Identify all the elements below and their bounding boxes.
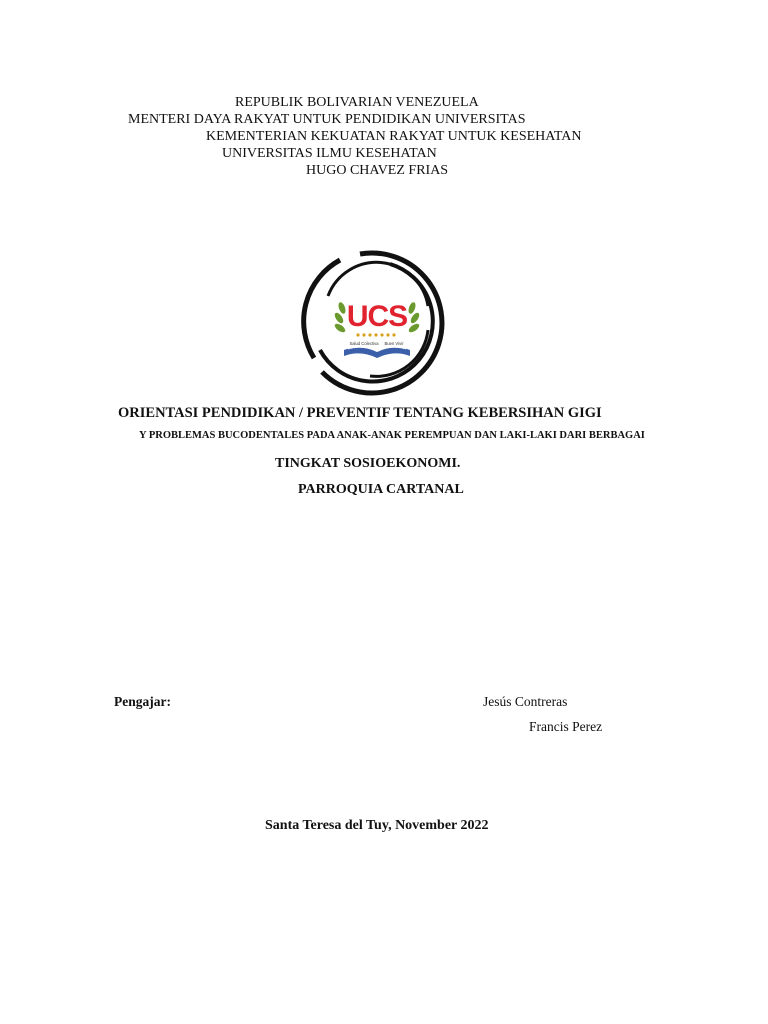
place-and-date: Santa Teresa del Tuy, November 2022 (265, 818, 489, 833)
header-line-republic: REPUBLIK BOLIVARIAN VENEZUELA (235, 95, 479, 110)
logo-ring-outer-left (304, 260, 340, 358)
logo-motto-right: Buen Vivir (384, 341, 404, 346)
header-line-ministry-health: KEMENTERIAN KEKUATAN RAKYAT UNTUK KESEHATAN (206, 129, 582, 144)
header-line-university-name: HUGO CHAVEZ FRIAS (306, 163, 449, 178)
header-line-university: UNIVERSITAS ILMU KESEHATAN (222, 146, 437, 161)
logo-motto-left: Salud Colectiva (349, 341, 379, 346)
teacher-name-1: Jesús Contreras (483, 694, 568, 709)
teacher-label: Pengajar: (114, 694, 171, 709)
book-icon (344, 347, 410, 358)
document-title-parish: PARROQUIA CARTANAL (298, 482, 464, 497)
stars-icon (356, 333, 395, 336)
document-title-level: TINGKAT SOSIOEKONOMI. (275, 456, 461, 471)
document-subtitle: Y PROBLEMAS BUCODENTALES PADA ANAK-ANAK PEREMPUAN DAN LAKI-LAKI DARI BERBAGAI (139, 430, 645, 441)
teacher-name-2: Francis Perez (529, 719, 603, 734)
university-logo (300, 246, 454, 402)
document-title: ORIENTASI PENDIDIKAN / PREVENTIF TENTANG KEBERSIHAN GIGI (118, 405, 602, 421)
header-line-ministry-education: MENTERI DAYA RAKYAT UNTUK PENDIDIKAN UNIVERSITAS (128, 112, 526, 127)
logo-letters: UCS (346, 300, 408, 333)
